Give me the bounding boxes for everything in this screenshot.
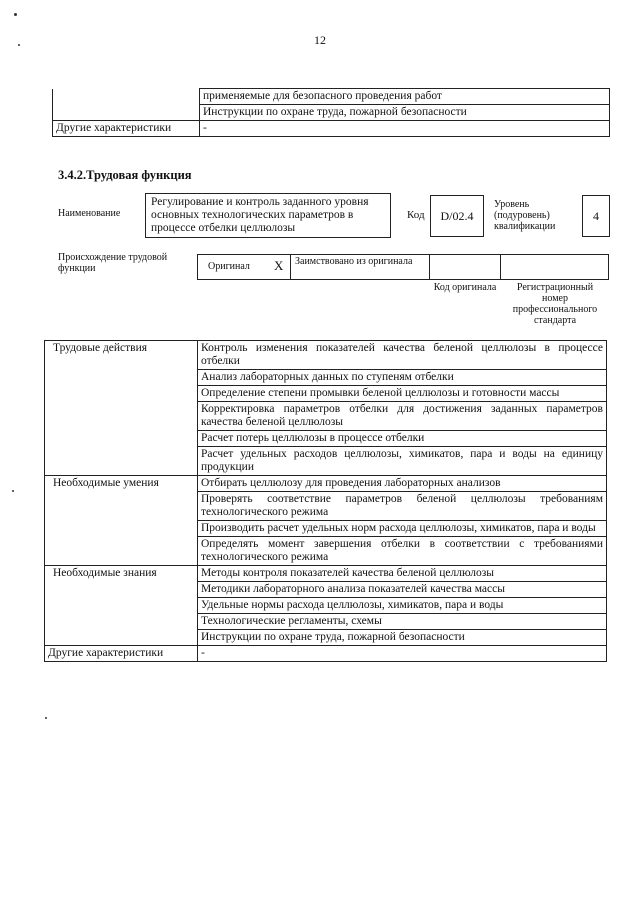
knowledge-item: Технологические регламенты, схемы (198, 614, 607, 630)
skill-item: Отбирать целлюлозу для проведения лабораторных анализов (198, 476, 607, 492)
page-number: 12 (314, 33, 326, 47)
code-value-box (430, 195, 484, 237)
table-row (53, 89, 610, 105)
divider (429, 255, 430, 279)
knowledge-label: Необходимые знания (45, 566, 198, 646)
level-value-box (582, 195, 610, 237)
knowledge-item: Методы контроля показателей качества беленой целлюлозы (198, 566, 607, 582)
table-row (45, 341, 607, 370)
divider (290, 255, 291, 279)
scan-speck (14, 13, 17, 16)
knowledge-item: Инструкции по охране труда, пожарной безопасности (198, 630, 607, 646)
other-characteristics-value: - (198, 646, 607, 662)
labor-action-item: Определение степени промывки беленой целлюлозы и готовности массы (198, 386, 607, 402)
section-title: 3.4.2.Трудовая функция (58, 168, 192, 182)
borrowed-label: Заимствовано из оригинала (295, 256, 413, 267)
level-label: Уровень (подуровень) квалификации (494, 199, 556, 232)
labor-action-item: Анализ лабораторных данных по ступеням отбелки (198, 370, 607, 386)
other-characteristics-value: - (200, 121, 610, 137)
origin-box (197, 254, 609, 280)
origin-label: Происхождение трудовой функции (58, 252, 168, 274)
code-label: Код (407, 209, 425, 221)
skill-item: Проверять соответствие параметров беленой целлюлозы требованиям технологического режима (198, 492, 607, 521)
table-cell: применяемые для безопасного проведения работ (200, 89, 610, 105)
divider (500, 255, 501, 279)
scan-speck (12, 490, 14, 492)
code-original-label: Код оригинала (433, 282, 497, 293)
scan-speck (45, 717, 47, 719)
original-label: Оригинал (208, 261, 250, 272)
table-cell-empty (53, 89, 200, 121)
labor-action-item: Расчет удельных расходов целлюлозы, химикатов, пара и воды на единицу продукции (198, 447, 607, 476)
function-name-box (145, 193, 391, 238)
table-row (45, 646, 607, 662)
labor-action-item: Расчет потерь целлюлозы в процессе отбелки (198, 431, 607, 447)
other-characteristics-label: Другие характеристики (45, 646, 198, 662)
code-value: D/02.4 (440, 208, 474, 223)
skills-label: Необходимые умения (45, 476, 198, 566)
top-table (52, 88, 610, 137)
scan-speck (18, 44, 20, 46)
table-row (45, 476, 607, 492)
level-value: 4 (593, 208, 599, 223)
knowledge-item: Удельные нормы расхода целлюлозы, химикатов, пара и воды (198, 598, 607, 614)
name-label: Наименование (58, 208, 121, 219)
labor-action-item: Контроль изменения показателей качества беленой целлюлозы в процессе отбелки (198, 341, 607, 370)
other-characteristics-label: Другие характеристики (53, 121, 200, 137)
main-table (44, 340, 607, 662)
function-name: Регулирование и контроль заданного уровня основных технологических параметров в процессе отбелки целлюлозы (151, 196, 369, 234)
table-cell: Инструкции по охране труда, пожарной безопасности (200, 105, 610, 121)
knowledge-item: Методики лабораторного анализа показателей качества массы (198, 582, 607, 598)
labor-actions-label: Трудовые действия (45, 341, 198, 476)
reg-number-label: Регистрационный номер профессионального стандарта (512, 282, 598, 326)
table-row (45, 566, 607, 582)
labor-action-item: Корректировка параметров отбелки для достижения заданных параметров качества беленой целлюлозы (198, 402, 607, 431)
table-row (53, 121, 610, 137)
original-mark: X (274, 258, 284, 273)
skill-item: Определять момент завершения отбелки в соответствии с требованиями технологического режима (198, 537, 607, 566)
skill-item: Производить расчет удельных норм расхода целлюлозы, химикатов, пара и воды (198, 521, 607, 537)
